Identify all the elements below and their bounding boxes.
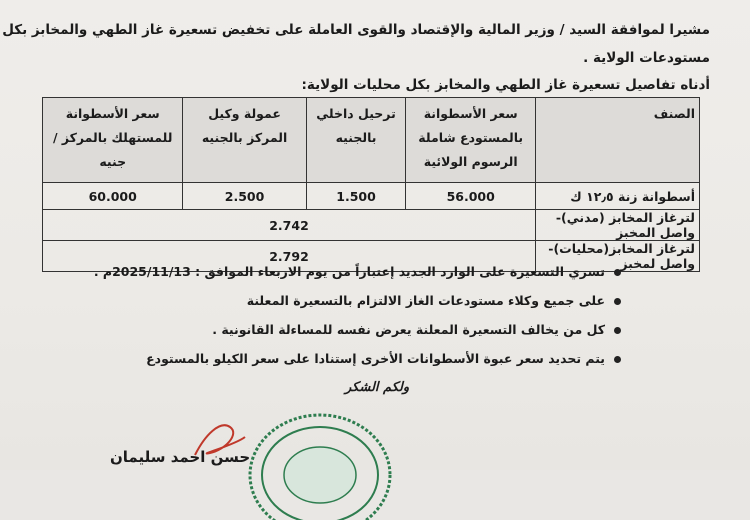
note-text: كل من يخالف التسعيرة المعلنة يعرض نفسه للمساءلة القانونية . — [212, 322, 605, 337]
header-item: الصنف — [536, 98, 700, 183]
cell-bakery-urban-label: لترغاز المخابز (مدني)-واصل المخبز — [536, 210, 700, 241]
closing-text: ولكم الشكر — [345, 380, 410, 395]
bullet-icon — [614, 298, 621, 305]
list-item — [94, 291, 605, 320]
table-row — [43, 183, 700, 210]
intro-line-2: مستودعات الولاية . — [583, 50, 710, 66]
official-seal — [245, 400, 395, 520]
intro-line-1: مشيرا لموافقة السيد / وزير المالية والإقتصاد والقوى العاملة على تخفيض تسعيرة غاز الطهي والمخابز بكل — [2, 22, 710, 38]
list-item — [94, 262, 605, 291]
intro-line-3: أدناه تفاصيل تسعيرة غاز الطهي والمخابز بكل محليات الولاية: — [301, 77, 710, 93]
notes-list — [94, 262, 605, 378]
header-depot-price: سعر الأسطوانة بالمستودع شاملة الرسوم الولائية — [406, 98, 536, 183]
list-item — [94, 320, 605, 349]
cell-bakery-local-label: لترغاز المخابز(محليات)-واصل لمخبز — [536, 241, 700, 272]
bullet-icon — [614, 269, 621, 276]
note-text: على جميع وكلاء مستودعات الغاز الالتزام بالتسعيرة المعلنة — [246, 293, 605, 308]
signatory-name: حسن احمد سليمان — [110, 448, 251, 466]
header-consumer-price: سعر الأسطوانة للمستهلك بالمركز / جنيه — [43, 98, 183, 183]
table-header-row — [43, 98, 700, 183]
cell-bakery-urban-value: 2.742 — [43, 210, 536, 241]
note-text: يتم تحديد سعر عبوة الأسطوانات الأخرى إستنادا على سعر الكيلو بالمستودع — [146, 351, 605, 366]
cell-bakery-local-value: 2.792 — [43, 241, 536, 272]
list-item — [94, 349, 605, 378]
header-commission: عمولة وكيل المركز بالجنيه — [183, 98, 306, 183]
cell-consumer-price: 60.000 — [43, 183, 183, 210]
bullet-icon — [614, 327, 621, 334]
table-row — [43, 210, 700, 241]
cell-item: أسطوانة زنة ١٢٫٥ ك — [536, 183, 700, 210]
cell-depot-price: 56.000 — [406, 183, 536, 210]
note-text: تسري التسعيرة على الوارد الجديد إعتباراً من يوم الاربعاء الموافق : 2025/11/13م . — [93, 264, 605, 279]
cell-commission: 2.500 — [183, 183, 306, 210]
cell-transport: 1.500 — [306, 183, 406, 210]
price-table — [42, 97, 700, 272]
bullet-icon — [614, 356, 621, 363]
header-transport: ترحيل داخلي بالجنيه — [306, 98, 406, 183]
